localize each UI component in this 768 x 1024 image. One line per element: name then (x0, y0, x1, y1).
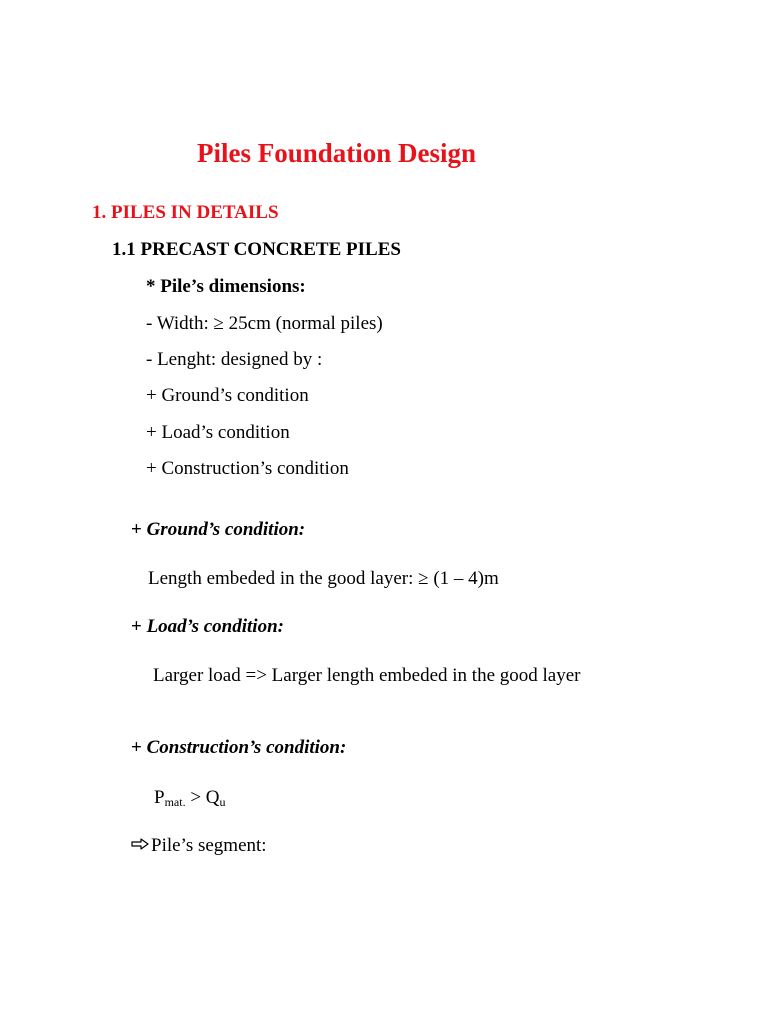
dimensions-heading: * Pile’s dimensions: (146, 276, 306, 297)
load-condition-plus: + (131, 616, 147, 637)
width-line: - Width: ≥ 25cm (normal piles) (146, 313, 383, 334)
pile-segment-text: Pile’s segment: (151, 835, 267, 856)
page-title: Piles Foundation Design (197, 138, 477, 168)
length-line: - Lenght: designed by : (146, 349, 323, 370)
pile-segment-line (131, 836, 267, 855)
load-condition-item: + Load’s condition (146, 422, 290, 443)
load-condition-subheading (131, 617, 284, 636)
load-condition-label: Load’s condition: (146, 616, 284, 637)
ground-condition-subheading (131, 520, 305, 539)
ground-condition-item: + Ground’s condition (146, 385, 309, 406)
load-condition-text (131, 664, 631, 688)
construction-condition-subheading (131, 738, 346, 757)
construction-condition-label: Construction’s condition: (146, 737, 347, 758)
formula-p-subscript: mat. (164, 795, 186, 809)
ground-condition-text: Length embeded in the good layer: ≥ (1 – 4)m (148, 568, 499, 589)
formula-operator: > Q (185, 787, 220, 808)
load-condition-text-content: Larger load => Larger length embeded in the good layer (153, 665, 581, 686)
formula-q-subscript: u (219, 795, 226, 809)
construction-formula (154, 788, 226, 807)
construction-condition-plus: + (131, 737, 147, 758)
section-heading-piles-in-details: 1. PILES IN DETAILS (92, 202, 279, 223)
ground-condition-plus: + (131, 519, 147, 540)
construction-condition-item: + Construction’s condition (146, 458, 349, 479)
formula-p: P (154, 787, 165, 808)
ground-condition-label: Ground’s condition: (146, 519, 306, 540)
subsection-heading-precast-concrete-piles: 1.1 PRECAST CONCRETE PILES (112, 239, 401, 260)
arrow-right-outline-icon (131, 838, 149, 850)
